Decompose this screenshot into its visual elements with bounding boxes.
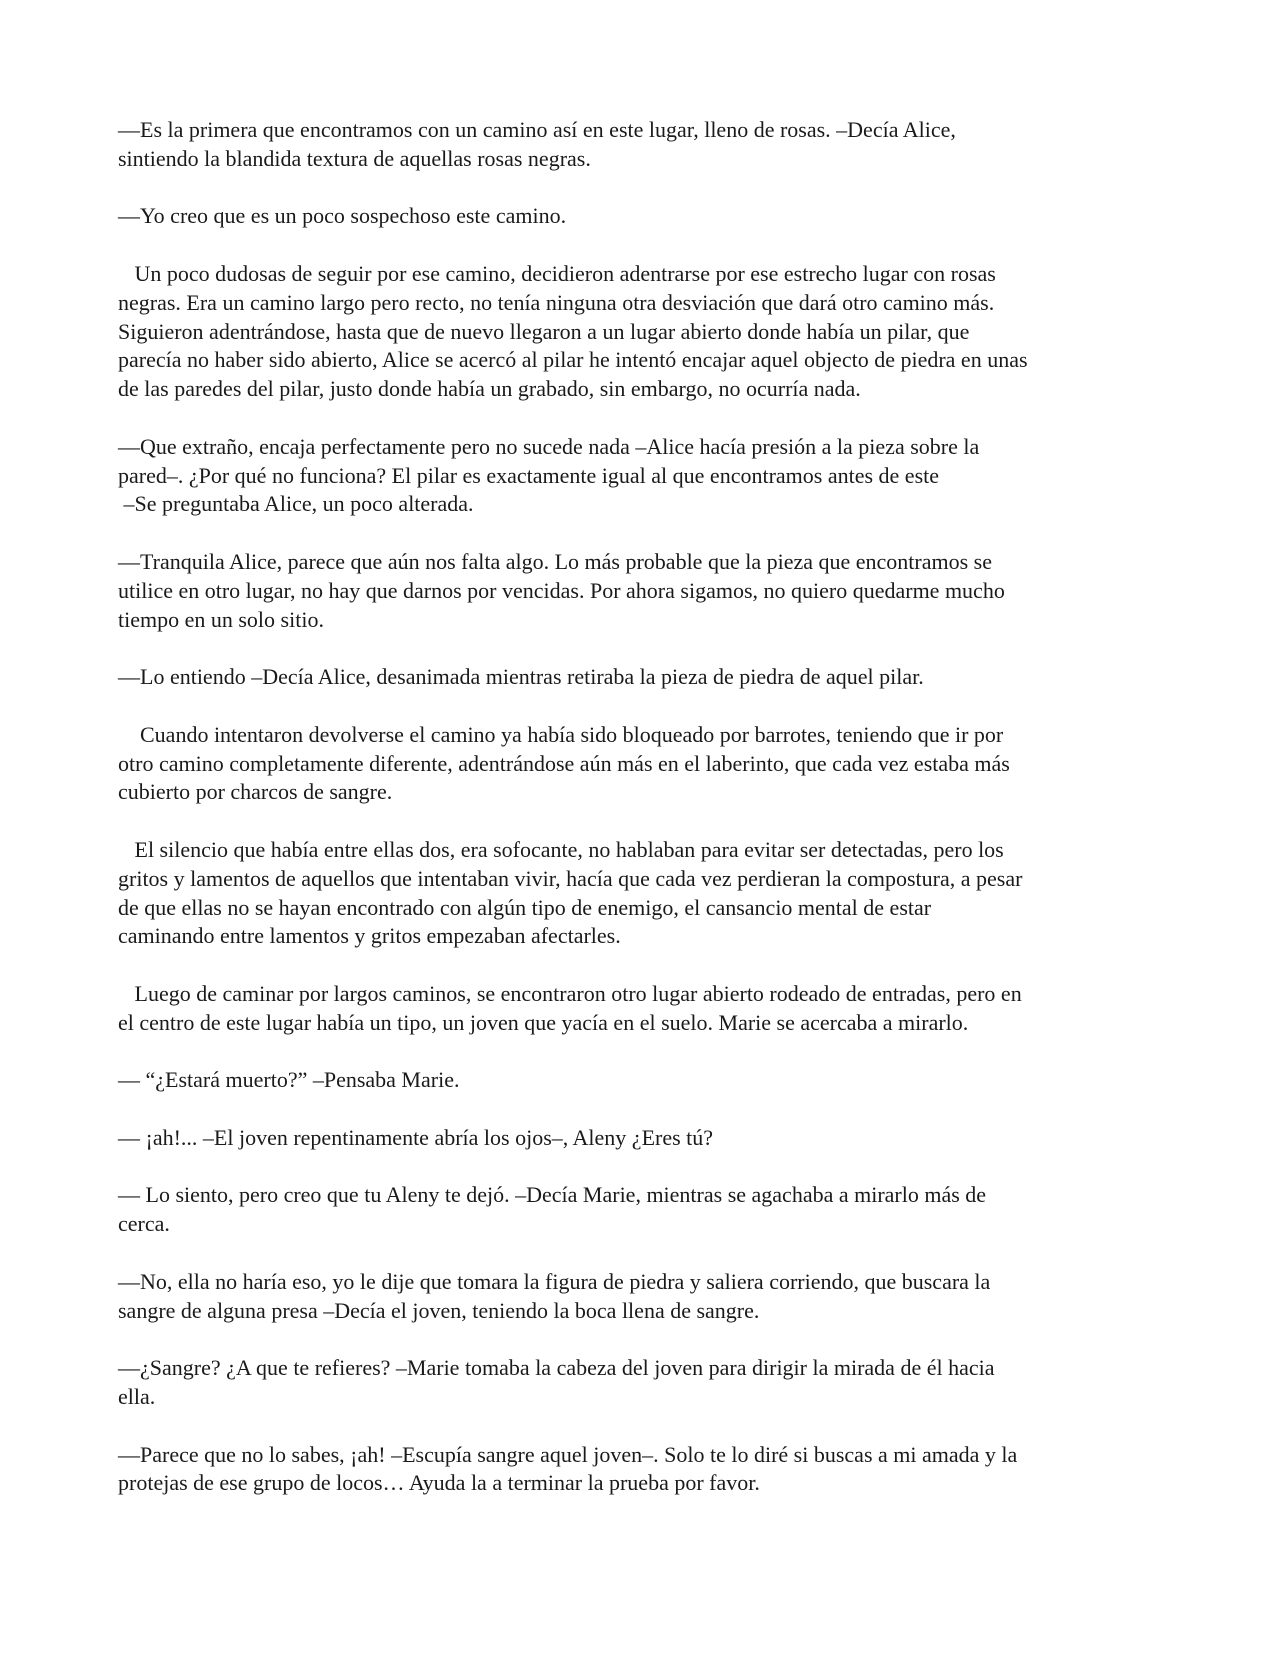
paragraph-12: — Lo siento, pero creo que tu Aleny te dejó. –Decía Marie, mientras se agachaba a mirarlo más de cerca.: [118, 1182, 987, 1237]
paragraph-6: —Lo entiendo –Decía Alice, desanimada mientras retiraba la pieza de piedra de aquel pilar.: [118, 664, 924, 690]
paragraph-1: —Es la primera que encontramos con un camino así en este lugar, lleno de rosas. –Decía Alice, sintiendo la blandida textura de aquellas rosas negras.: [118, 117, 956, 171]
paragraph-2: —Yo creo que es un poco sospechoso este camino.: [118, 203, 567, 229]
paragraph-14: —¿Sangre? ¿A que te refieres? –Marie tomaba la cabeza del joven para dirigir la mirada de él hacia ella.: [118, 1355, 995, 1410]
paragraph-15: —Parece que no lo sabes, ¡ah! –Escupía sangre aquel joven–. Solo te lo diré si buscas a mi amada y la protejas de ese grupo de locos… Ayuda la a terminar la prueba por favor.: [118, 1441, 1018, 1496]
paragraph-7: Cuando intentaron devolverse el camino ya había sido bloqueado por barrotes, teniendo que ir por otro camino completamente diferente, adentrándose aún más en el laberinto, que cada vez estaba más cubierto por charcos de sangre.: [118, 721, 1010, 805]
paragraph-10: — “¿Estará muerto?” –Pensaba Marie.: [118, 1067, 460, 1093]
paragraph-13: —No, ella no haría eso, yo le dije que tomara la figura de piedra y saliera corriendo, que buscara la sangre de alguna presa –Decía el joven, teniendo la boca llena de sangre.: [118, 1268, 991, 1323]
paragraph-5: —Tranquila Alice, parece que aún nos falta algo. Lo más probable que la pieza que encontramos se utilice en otro lugar, no hay que darnos por vencidas. Por ahora sigamos, no quiero quedarme mucho tiempo en un solo sitio.: [118, 548, 1005, 632]
paragraph-9: Luego de caminar por largos caminos, se encontraron otro lugar abierto rodeado de entradas, pero en el centro de este lugar había un tipo, un joven que yacía en el suelo. Marie se acercaba a mirarlo.: [118, 980, 1022, 1035]
paragraph-4: —Que extraño, encaja perfectamente pero no sucede nada –Alice hacía presión a la pieza sobre la pared–. ¿Por qué no funciona? El pilar es exactamente igual al que encontramos antes de este –Se preguntaba Alice, un poco alterada.: [118, 433, 980, 517]
paragraph-3: Un poco dudosas de seguir por ese camino, decidieron adentrarse por ese estrecho lugar con rosas negras. Era un camino largo pero recto, no tenía ninguna otra desviación que dará otro camino más. Siguieron adentrándose, hasta que de nuevo llegaron a un lugar abierto donde había un pilar, que parecía no haber sido abierto, Alice se acercó al pilar he intentó encajar aquel objecto de piedra en unas de las paredes del pilar, justo donde había un grabado, sin embargo, no ocurría nada.: [118, 260, 1028, 402]
paragraph-8: El silencio que había entre ellas dos, era sofocante, no hablaban para evitar ser detectadas, pero los gritos y lamentos de aquellos que intentaban vivir, hacía que cada vez perdieran la compostura, a pesar de que ellas no se hayan encontrado con algún tipo de enemigo, el cansancio mental de estar caminando entre lamentos y gritos empezaban afectarles.: [118, 836, 1023, 949]
document-page: [118, 116, 1168, 1527]
paragraph-11: — ¡ah!... –El joven repentinamente abría los ojos–, Aleny ¿Eres tú?: [118, 1124, 714, 1150]
